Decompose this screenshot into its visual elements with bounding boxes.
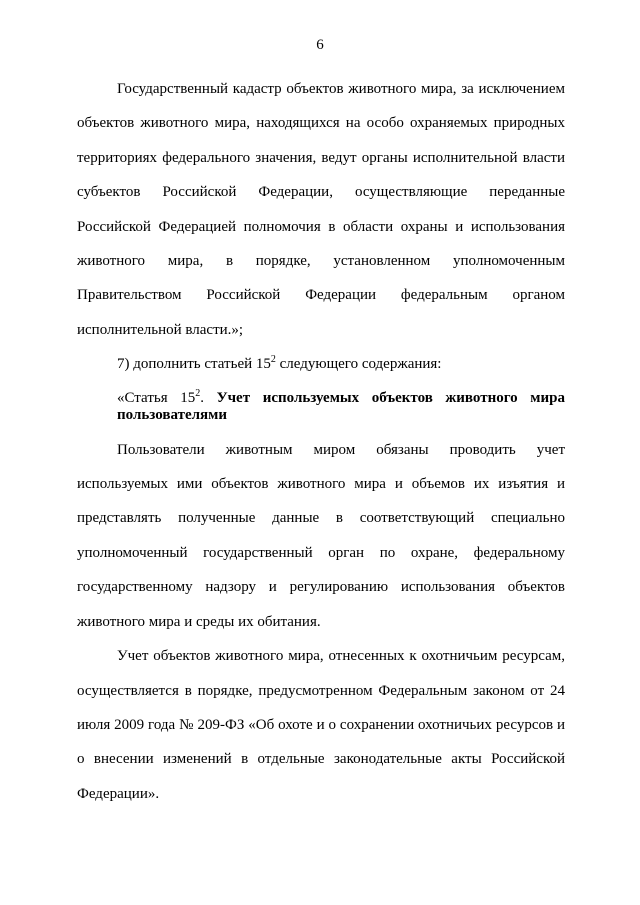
amendment-superscript: 2 (270, 354, 276, 366)
paragraph-users-obligation: Пользователи животным миром обязаны проводить учет используемых ими объектов животного мира и объемов их изъятия и представлять полученные данные в соответствующий специально уполномоченный государственный орган по охране, федеральному государственному надзору и регулированию использования объектов животного мира и среды их обитания. (77, 441, 565, 630)
amendment-text-tail: следующего содержания: (275, 356, 442, 373)
article-suffix: . (200, 389, 217, 406)
article-prefix: «Статья 15 (117, 389, 196, 406)
paragraph-cadastre: Государственный кадастр объектов животного мира, за исключением объектов животного мира, находящихся на особо охраняемых природных территориях федерального значения, ведут органы исполнительной власти субъектов Российской Федерации, осуществляющие переданные Российской Федерацией полномочия в области охраны и использования животного мира, в порядке, установленном уполномоченным Правительством Российской Федерации федеральным органом исполнительной власти.»; (77, 81, 565, 338)
article-title: Учет используемых объектов животного мира пользователями (117, 389, 565, 423)
document-body (77, 72, 565, 811)
paragraph-hunting-resources: Учет объектов животного мира, отнесенных к охотничьим ресурсам, осуществляется в порядке, предусмотренном Федеральным законом от 24 июля 2009 года № 209-ФЗ «Об охоте и о сохранении охотничьих ресурсов и о внесении изменений в отдельные законодательные акты Российской Федерации». (77, 648, 565, 802)
page-number: 6 (316, 37, 324, 53)
paragraph-amendment-item-7 (77, 347, 565, 381)
article-heading (77, 387, 565, 424)
article-superscript: 2 (195, 387, 201, 399)
amendment-text: 7) дополнить статьей 15 (117, 356, 271, 373)
